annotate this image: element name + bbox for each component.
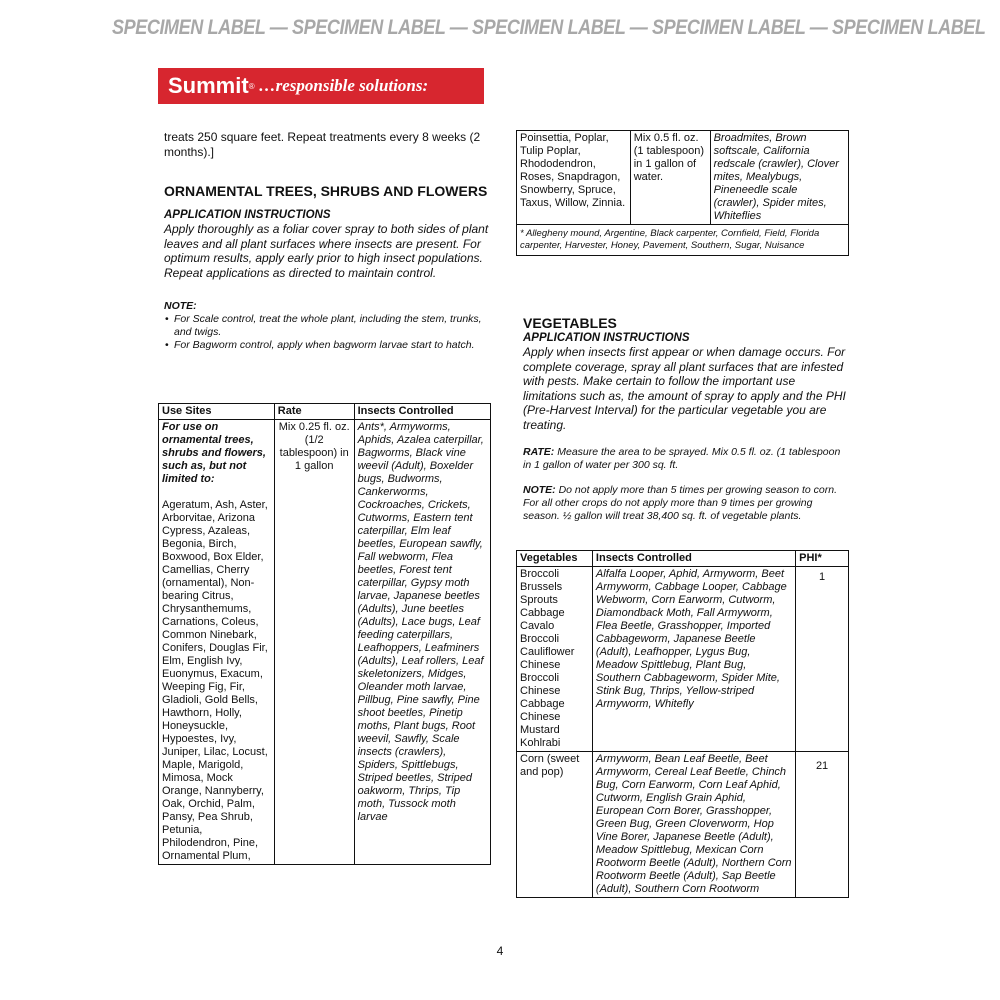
left-column bbox=[164, 130, 490, 352]
column-header: Vegetables bbox=[517, 551, 593, 567]
vegetables-cell: Broccoli Brussels Sprouts Cabbage Cavalo Broccoli Cauliflower Chinese Broccoli Chinese Cabbage Chinese Mustard Kohlrabi bbox=[517, 567, 593, 752]
page-number: 4 bbox=[496, 944, 504, 958]
ornamental-table bbox=[158, 403, 491, 865]
ornamental-table-continued bbox=[516, 130, 849, 256]
vegetables-cell: Corn (sweet and pop) bbox=[517, 752, 593, 898]
notes-list bbox=[164, 313, 490, 352]
insects-cell: Ants*, Armyworms, Aphids, Azalea caterpillar, Bagworms, Black vine weevil (Adult), Boxelder bugs, Budworms, Cankerworms, Cockroaches, Crickets, Cutworms, Eastern tent caterpillar, Elm leaf beetles, European sawfly, Fall webworm, Flea beetles, Forest tent caterpillar, Gypsy moth larvae, Japanese beetles (Adults), June beetles (Adults), Lace bugs, Leaf feeding caterpillars, Leafhoppers, Leafminers (Adults), Leaf rollers, Leaf skeletonizers, Midges, Oleander moth larvae, Pillbug, Pine sawfly, Pine shoot beetles, Pinetip moths, Plant bugs, Root weevil, Sawfly, Scale insects (crawlers), Spiders, Spittlebugs, Striped beetles, Striped oakworm, Thrips, Tip moth, Tussock moth larvae bbox=[354, 420, 490, 865]
insects-cell: Broadmites, Brown softscale, California redscale (crawler), Clover mites, Mealybugs, Pineneedle scale (crawler), Spider mites, Whiteflies bbox=[710, 131, 848, 225]
footnote-row bbox=[517, 225, 849, 256]
use-sites-cell: Poinsettia, Poplar, Tulip Poplar, Rhododendron, Roses, Snapdragon, Snowberry, Spruce, Taxus, Willow, Zinnia. bbox=[517, 131, 631, 225]
ornamental-heading: ORNAMENTAL TREES, SHRUBS AND FLOWERS bbox=[164, 183, 488, 199]
table-row bbox=[517, 131, 849, 225]
use-sites-cell bbox=[159, 420, 275, 865]
rate-text: Measure the area to be sprayed. Mix 0.5 fl. oz. (1 tablespoon in 1 gallon of water per 300 sq. ft. bbox=[523, 446, 841, 471]
rate-paragraph bbox=[523, 446, 849, 472]
vegetables-heading: VEGETABLES bbox=[523, 315, 617, 331]
specimen-label-banner: SPECIMEN LABEL — SPECIMEN LABEL — SPECIMEN LABEL — SPECIMEN LABEL — SPECIMEN LABEL bbox=[112, 16, 986, 39]
ornamental-instructions: Apply thoroughly as a foliar cover spray to both sides of plant leaves and all plant surfaces where insects are present. For optimum results, apply early prior to high insect populations. Repeat applications as directed to maintain control. bbox=[164, 222, 489, 280]
vegetables-subheading: APPLICATION INSTRUCTIONS bbox=[523, 332, 690, 344]
rate-cell: Mix 0.25 fl. oz. (1/2 tablespoon) in 1 gallon bbox=[274, 420, 354, 865]
intro-text: treats 250 square feet. Repeat treatments every 8 weeks (2 months).] bbox=[164, 130, 481, 159]
logo-brand: Summit bbox=[168, 73, 249, 98]
use-sites-intro: For use on ornamental trees, shrubs and flowers, such as, but not limited to: bbox=[162, 421, 266, 485]
phi-cell: 1 bbox=[796, 567, 849, 752]
column-header: Insects Controlled bbox=[354, 404, 490, 420]
rate-cell: Mix 0.5 fl. oz. (1 tablespoon) in 1 gallon of water. bbox=[630, 131, 710, 225]
vegetables-instructions: Apply when insects first appear or when damage occurs. For complete coverage, spray all plant surfaces that are infested with pests. Make certain to follow the important use limitations such as, the amount of spray to apply and the PHI (Pre-Harvest Interval) for the particular vegetable you are treating. bbox=[523, 345, 846, 432]
veg-note-text: Do not apply more than 5 times per growing season to corn. For all other crops do not apply more than 9 times per growing season. ½ gallon will treat 38,400 sq. ft. of vegetable plants. bbox=[523, 484, 837, 522]
column-header: PHI* bbox=[796, 551, 849, 567]
note-item: • For Scale control, treat the whole plant, including the stem, trunks, and twigs. bbox=[174, 313, 490, 339]
table-row bbox=[517, 567, 849, 752]
veg-note-label: NOTE: bbox=[523, 484, 556, 496]
note-paragraph bbox=[523, 484, 849, 523]
insects-cell: Alfalfa Looper, Aphid, Armyworm, Beet Armyworm, Cabbage Looper, Cabbage Webworm, Corn Earworm, Cutworm, Diamondback Moth, Fall Armyworm, Flea Beetle, Grasshopper, Imported Cabbageworm, Japanese Beetle (Adult), Leafhopper, Lygus Bug, Meadow Spittlebug, Plant Bug, Southern Cabbageworm, Spider Mite, Stink Bug, Thrips, Yellow-striped Armyworm, Whitefly bbox=[592, 567, 795, 752]
summit-logo bbox=[158, 68, 484, 104]
note-label: NOTE: bbox=[164, 300, 197, 312]
column-header: Insects Controlled bbox=[592, 551, 795, 567]
table-row bbox=[159, 420, 491, 865]
ornamental-subheading: APPLICATION INSTRUCTIONS bbox=[164, 209, 331, 221]
use-sites-list: Ageratum, Ash, Aster, Arborvitae, Arizona Cypress, Azaleas, Begonia, Birch, Boxwood, Box Elder, Camellias, Cherry (ornamental), Non-bearing Citrus, Chrysanthemums, Carnations, Coleus, Common Ninebark, Conifers, Douglas Fir, Elm, English Ivy, Euonymus, Exacum, Weeping Fig, Fir, Gladioli, Gold Bells, Hawthorn, Holly, Honeysuckle, Hypoestes, Ivy, Juniper, Lilac, Locust, Maple, Marigold, Mimosa, Mock Orange, Nannyberry, Oak, Orchid, Palm, Pansy, Pea Shrub, Petunia, Philodendron, Pine, Ornamental Plum, bbox=[162, 499, 268, 862]
vegetables-section bbox=[523, 315, 849, 523]
table-row bbox=[517, 752, 849, 898]
phi-cell: 21 bbox=[796, 752, 849, 898]
note-item: • For Bagworm control, apply when bagworm larvae start to hatch. bbox=[174, 339, 490, 352]
logo-registered-mark: ® bbox=[248, 81, 255, 91]
column-header: Rate bbox=[274, 404, 354, 420]
table-header-row bbox=[159, 404, 491, 420]
column-header: Use Sites bbox=[159, 404, 275, 420]
table-header-row bbox=[517, 551, 849, 567]
rate-label: RATE: bbox=[523, 446, 555, 458]
insects-cell: Armyworm, Bean Leaf Beetle, Beet Armyworm, Cereal Leaf Beetle, Chinch Bug, Corn Earworm, Corn Leaf Aphid, Cutworm, English Grain Aphid, European Corn Borer, Grasshopper, Green Bug, Green Cloverworm, Hop Vine Borer, Japanese Beetle (Adult), Meadow Spittlebug, Mexican Corn Rootworm Beetle (Adult), Northern Corn Rootworm Beetle (Adult), Sap Beetle (Adult), Southern Corn Rootworm bbox=[592, 752, 795, 898]
logo-tagline: …responsible solutions: bbox=[258, 76, 429, 95]
ants-footnote: * Allegheny mound, Argentine, Black carpenter, Cornfield, Field, Florida carpenter, Harvester, Honey, Pavement, Southern, Sugar, Nuisance bbox=[517, 225, 849, 256]
vegetables-table bbox=[516, 550, 849, 898]
